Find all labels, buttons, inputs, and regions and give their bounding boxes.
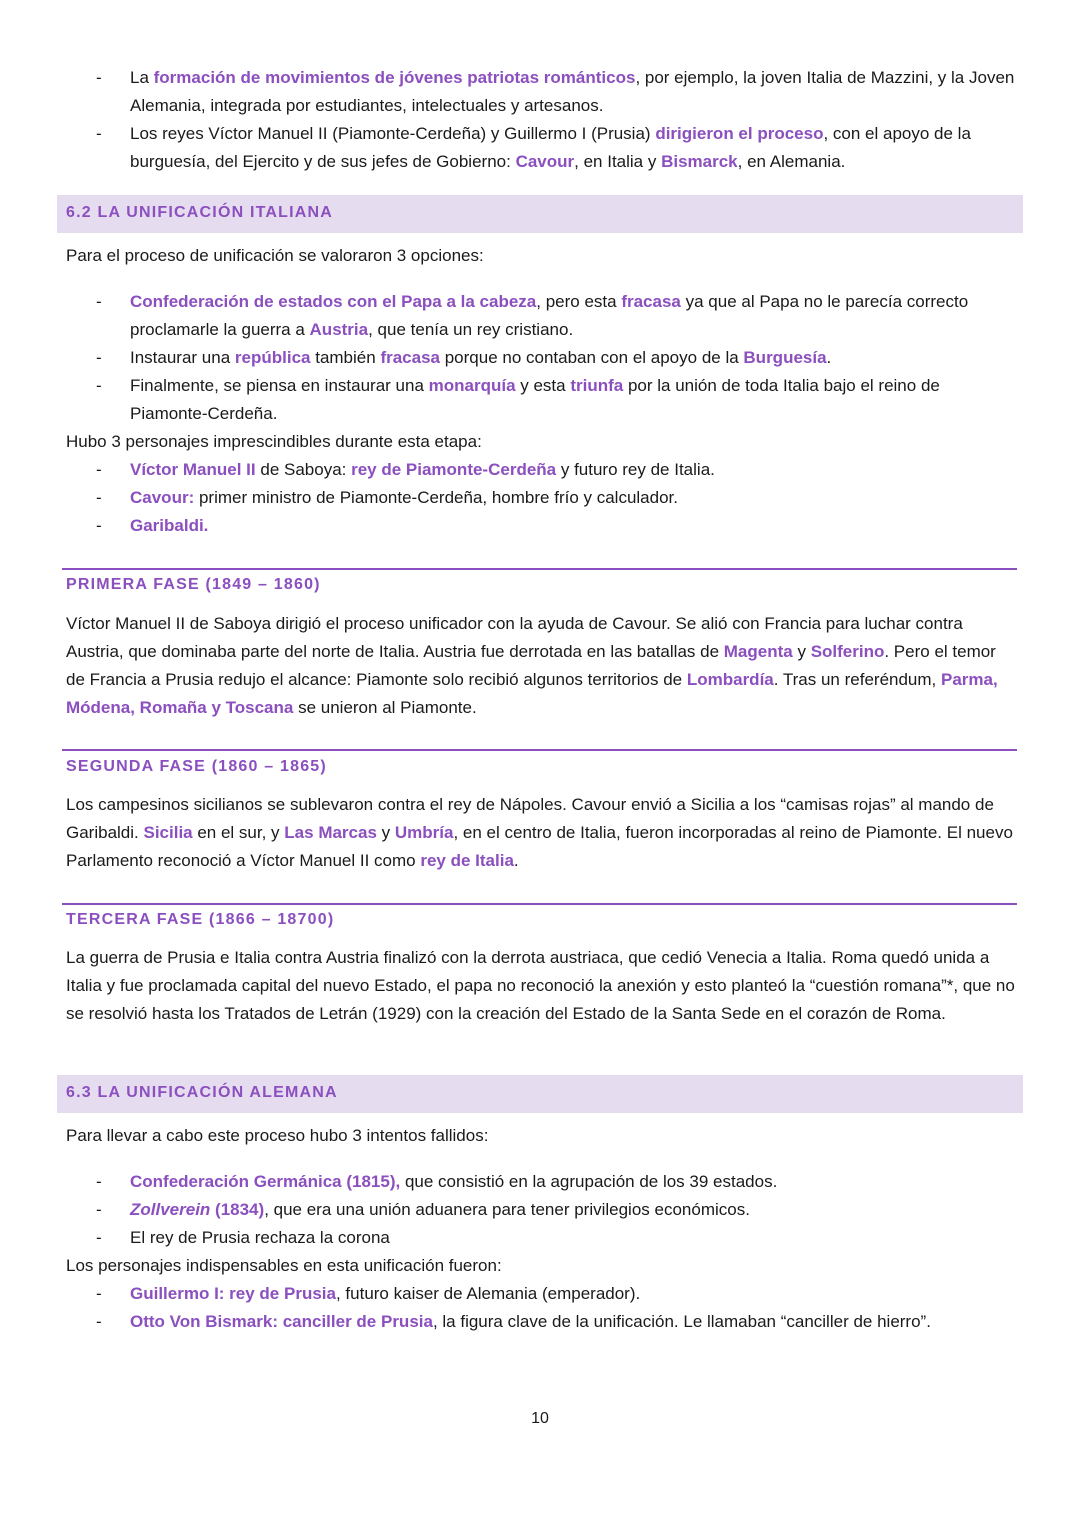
- bullet-dash: -: [96, 124, 102, 143]
- highlight: Solferino: [810, 642, 885, 661]
- highlight: rey de Italia: [420, 851, 514, 870]
- highlight: Parma, Módena, Romaña y Toscana: [66, 670, 998, 717]
- bullet-dash: -: [96, 68, 102, 87]
- highlight: triunfa: [570, 376, 624, 395]
- highlight: Burguesía: [743, 348, 827, 367]
- bullet-dash: -: [96, 460, 102, 479]
- bullet-text: Cavour: primer ministro de Piamonte-Cerdeña, hombre frío y calculador.: [130, 488, 678, 507]
- bullet-dash: -: [96, 516, 102, 535]
- divider: [62, 749, 1017, 751]
- people-lead: Hubo 3 personajes imprescindibles durante esta etapa:: [66, 432, 482, 451]
- bullet-text: Confederación de estados con el Papa a la cabeza, pero esta fracasa ya que al Papa no le parecía correcto proclamarle la guerra a Austria, que tenía un rey cristiano.: [130, 292, 969, 339]
- bullet-dash: -: [96, 488, 102, 507]
- highlight: Magenta: [723, 642, 793, 661]
- bullet-dash: -: [96, 1312, 102, 1331]
- fase1-title: PRIMERA FASE (1849 – 1860): [66, 576, 321, 593]
- highlight: formación de movimientos de jóvenes patriotas románticos: [153, 68, 636, 87]
- highlight: Cavour:: [130, 488, 195, 507]
- highlight: Bismarck: [661, 152, 738, 171]
- highlight: fracasa: [380, 348, 440, 367]
- people-lead: Los personajes indispensables en esta unificación fueron:: [66, 1256, 502, 1275]
- fase3-title: TERCERA FASE (1866 – 18700): [66, 911, 335, 928]
- section-heading-italia: 6.2 LA UNIFICACIÓN ITALIANA: [57, 195, 1023, 233]
- highlight: Sicilia: [143, 823, 193, 842]
- highlight: Zollverein: [130, 1200, 211, 1219]
- page-number: 10: [531, 1410, 549, 1427]
- bullet-text: La formación de movimientos de jóvenes patriotas románticos, por ejemplo, la joven Italia de Mazzini, y la Joven Alemania, integrada por estudiantes, intelectuales y artesanos.: [130, 68, 1015, 115]
- highlight: monarquía: [428, 376, 516, 395]
- bullet-text: [130, 512, 1016, 540]
- bullet-text: Instaurar una república también fracasa porque no contaban con el apoyo de la Burguesía.: [130, 348, 832, 367]
- fase2-paragraph: Los campesinos sicilianos se sublevaron contra el rey de Nápoles. Cavour envió a Sicilia a los “camisas rojas” al mando de Garibaldi. Sicilia en el sur, y Las Marcas y Umbría, en el centro de Italia, fueron incorporadas al reino de Piamonte. El nuevo Parlamento reconoció a Víctor Manuel II como rey de Italia.: [66, 795, 1013, 870]
- bullet-dash: -: [96, 348, 102, 367]
- section-heading-alemania: 6.3 LA UNIFICACIÓN ALEMANA: [57, 1075, 1023, 1113]
- highlight: Las Marcas: [284, 823, 377, 842]
- divider: [62, 903, 1017, 905]
- highlight: Lombardía: [686, 670, 774, 689]
- section-lead: Para llevar a cabo este proceso hubo 3 intentos fallidos:: [66, 1126, 489, 1145]
- bullet-dash: -: [96, 1284, 102, 1303]
- bullet-text: Otto Von Bismark: canciller de Prusia, la figura clave de la unificación. Le llamaban “canciller de hierro”.: [130, 1312, 931, 1331]
- highlight: Garibaldi.: [130, 516, 209, 535]
- bullet-text: Confederación Germánica (1815), que consistió en la agrupación de los 39 estados.: [130, 1172, 778, 1191]
- bullet-dash: -: [96, 1172, 102, 1191]
- highlight: rey de Piamonte-Cerdeña: [351, 460, 557, 479]
- bullet-text: Víctor Manuel II de Saboya: rey de Piamonte-Cerdeña y futuro rey de Italia.: [130, 460, 715, 479]
- divider: [62, 568, 1017, 570]
- fase1-paragraph: Víctor Manuel II de Saboya dirigió el proceso unificador con la ayuda de Cavour. Se alió con Francia para luchar contra Austria, que dominaba parte del norte de Italia. Austria fue derrotada en las batallas de Magenta y Solferino. Pero el temor de Francia a Prusia redujo el alcance: Piamonte solo recibió algunos territorios de Lombardía. Tras un referéndum, Parma, Módena, Romaña y Toscana se unieron al Piamonte.: [66, 614, 998, 717]
- highlight: Confederación de estados con el Papa a la cabeza: [130, 292, 537, 311]
- highlight: república: [234, 348, 311, 367]
- bullet-text: Los reyes Víctor Manuel II (Piamonte-Cerdeña) y Guillermo I (Prusia) dirigieron el proceso, con el apoyo de la burguesía, del Ejercito y de sus jefes de Gobierno: Cavour, en Italia y Bismarck, en Alemania.: [130, 124, 971, 171]
- highlight: Umbría: [394, 823, 454, 842]
- highlight: (1834): [210, 1200, 265, 1219]
- highlight: dirigieron el proceso: [655, 124, 824, 143]
- bullet-dash: -: [96, 1200, 102, 1219]
- section-lead: Para el proceso de unificación se valoraron 3 opciones:: [66, 246, 484, 265]
- bullet-dash: -: [96, 292, 102, 311]
- bullet-text: Zollverein (1834), que era una unión aduanera para tener privilegios económicos.: [130, 1200, 750, 1219]
- highlight: Cavour: [515, 152, 575, 171]
- highlight: Otto Von Bismark: canciller de Prusia: [130, 1312, 433, 1331]
- bullet-text: Guillermo I: rey de Prusia, futuro kaiser de Alemania (emperador).: [130, 1284, 641, 1303]
- fase3-paragraph: La guerra de Prusia e Italia contra Austria finalizó con la derrota austriaca, que cedió Venecia a Italia. Roma quedó unida a Italia y fue proclamada capital del nuevo Estado, el papa no reconoció la anexión y esto planteó la “cuestión romana”*, que no se resolvió hasta los Tratados de Letrán (1929) con la creación del Estado de la Santa Sede en el corazón de Roma.: [66, 948, 1015, 1023]
- highlight: Guillermo I: rey de Prusia: [130, 1284, 336, 1303]
- bullet-text: El rey de Prusia rechaza la corona: [130, 1228, 390, 1247]
- highlight: Víctor Manuel II: [130, 460, 256, 479]
- bullet-dash: -: [96, 376, 102, 395]
- fase2-title: SEGUNDA FASE (1860 – 1865): [66, 758, 327, 775]
- highlight: Confederación Germánica (1815),: [130, 1172, 401, 1191]
- bullet-text: Finalmente, se piensa en instaurar una monarquía y esta triunfa por la unión de toda Italia bajo el reino de Piamonte-Cerdeña.: [130, 376, 940, 423]
- bullet-dash: -: [96, 1228, 102, 1247]
- highlight: fracasa: [621, 292, 681, 311]
- highlight: Austria: [309, 320, 369, 339]
